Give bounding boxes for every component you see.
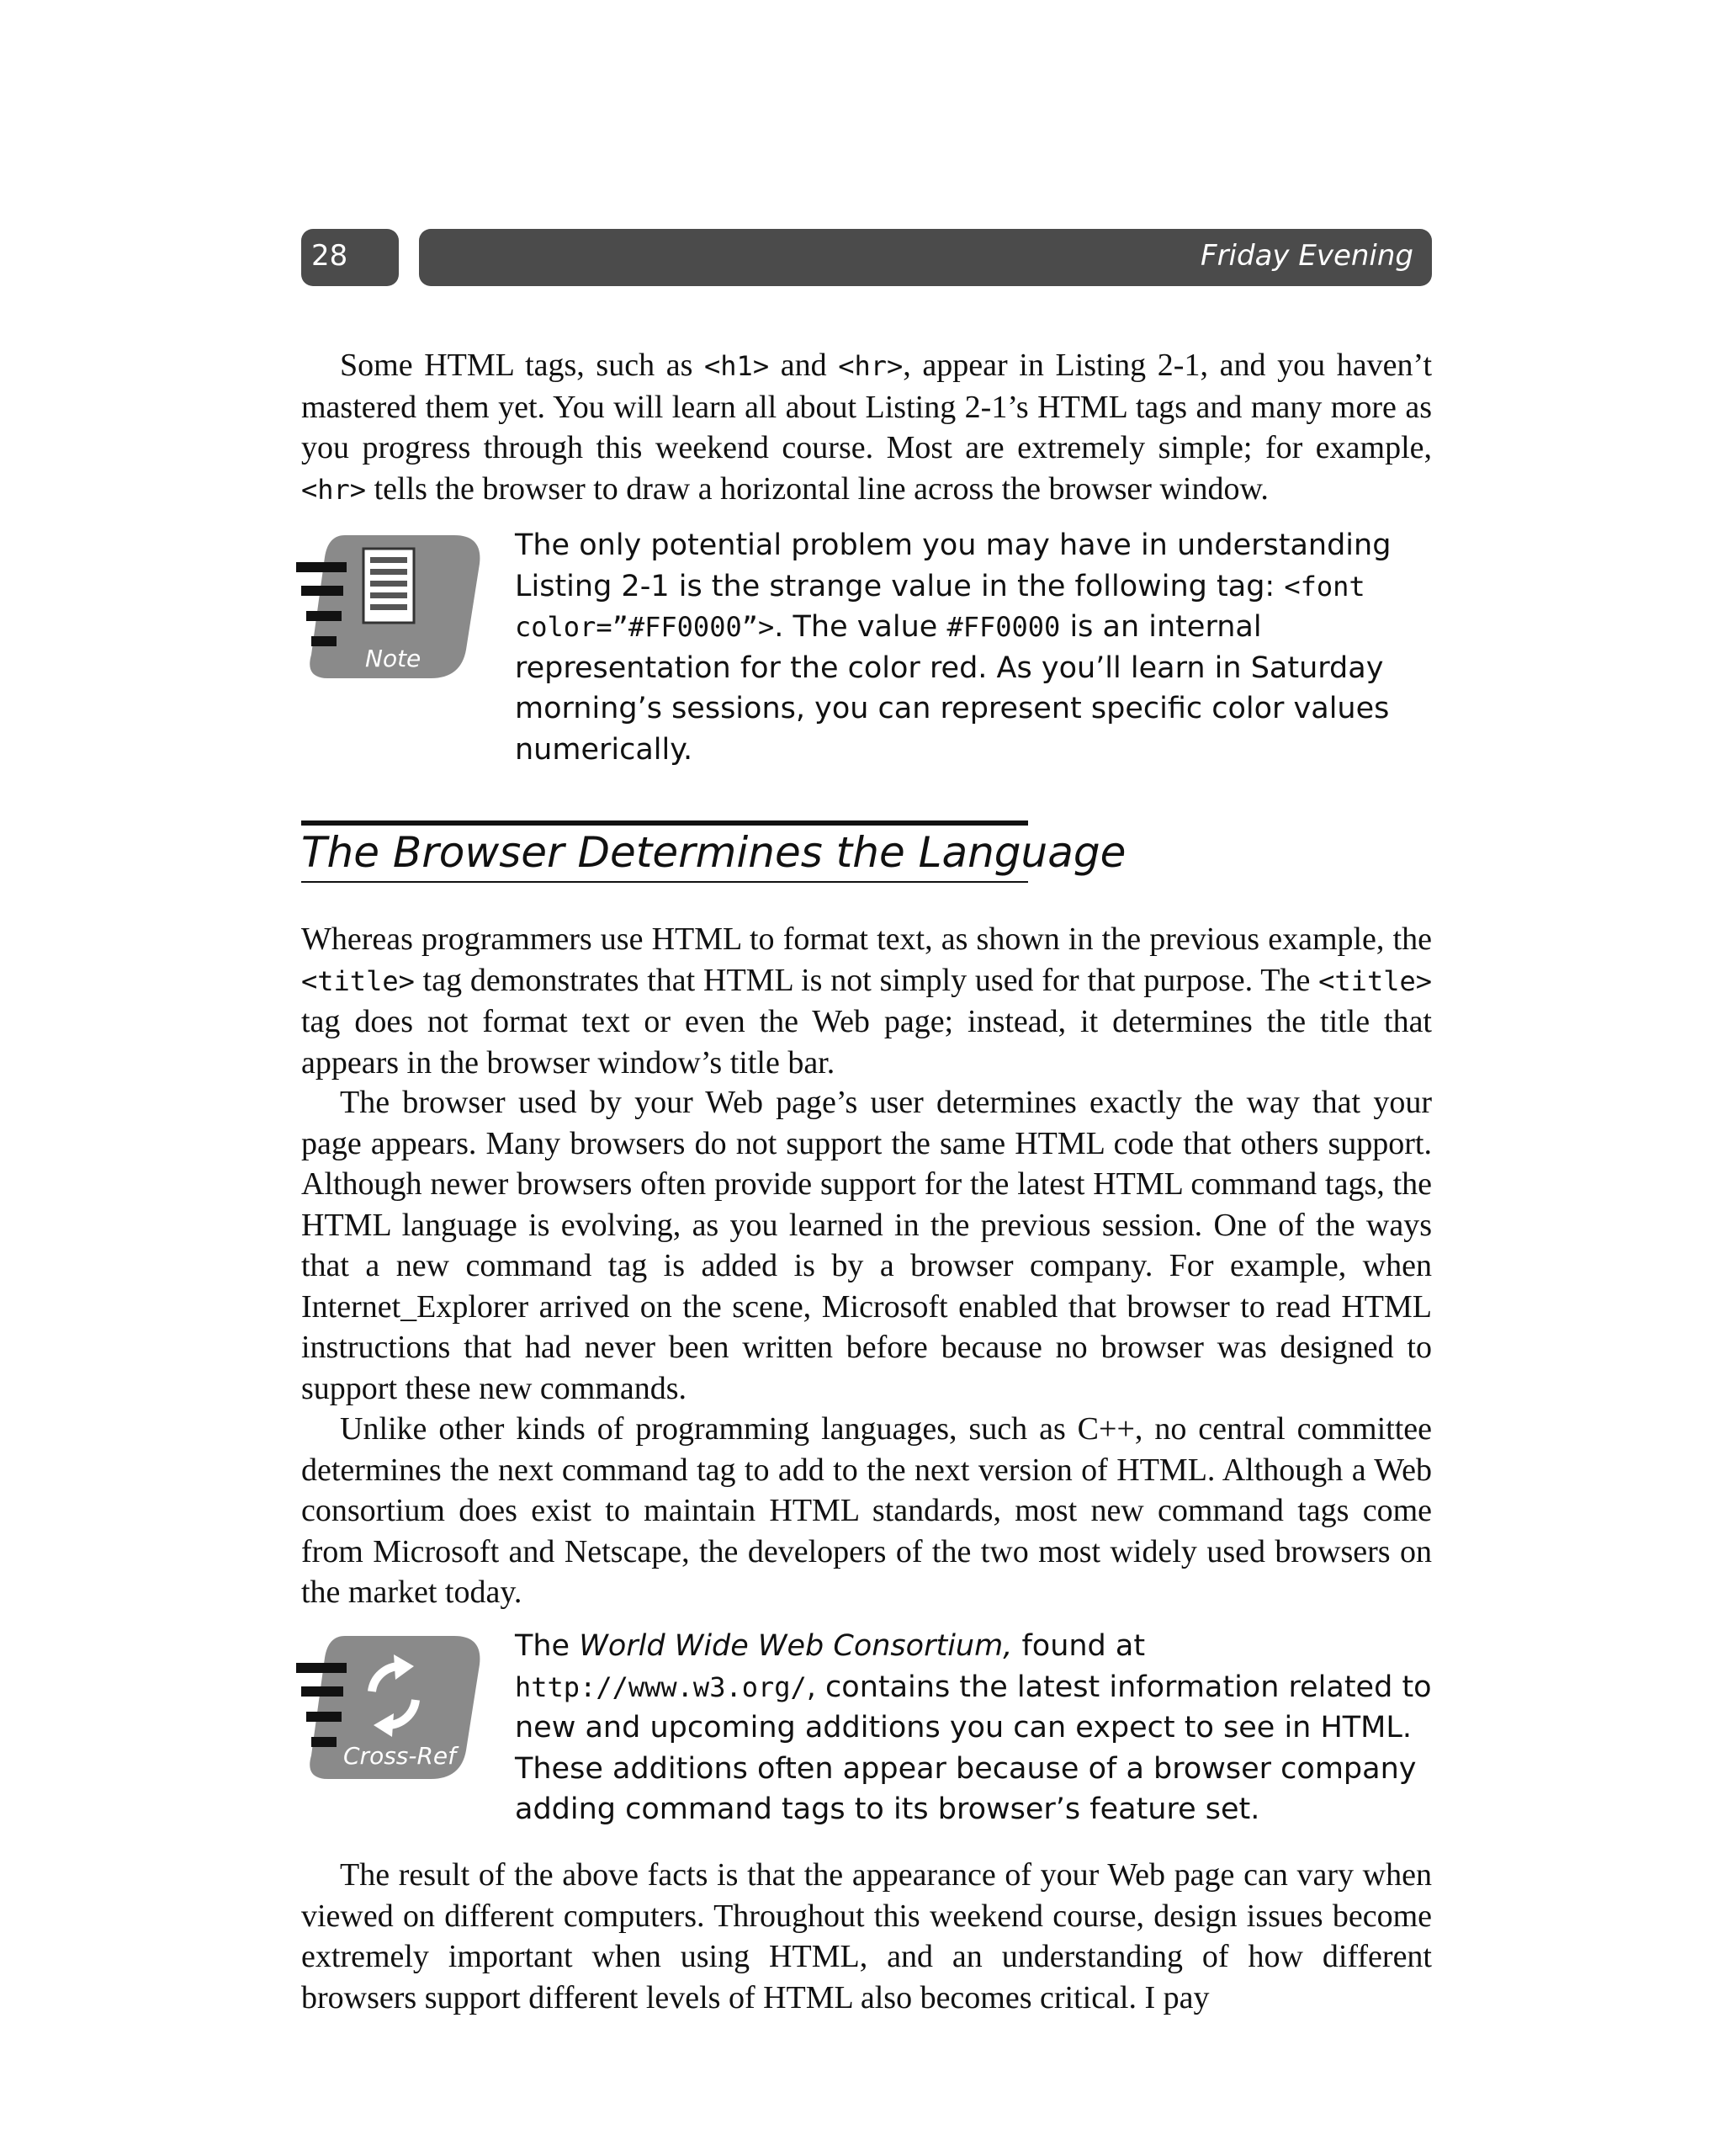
- section-heading: The Browser Determines the Language: [301, 828, 1127, 877]
- code-run: <title>: [1318, 964, 1432, 997]
- body-paragraph-2: [301, 919, 1432, 1083]
- text-run: The: [515, 1629, 580, 1663]
- text-run: , contains the latest information related to new and upcoming additions you can expect to see in HTML. These additions often appear because of a browser company adding command tags to its browser’s feature set.: [515, 1670, 1432, 1826]
- text-run: and: [769, 348, 839, 383]
- code-run: <hr>: [838, 350, 904, 382]
- code-run: <hr>: [301, 473, 367, 506]
- text-run: tag demonstrates that HTML is not simply used for that purpose. The: [414, 962, 1319, 998]
- text-run: , appear in Listing 2-1, and you haven’t mastered them yet. You will learn all about Listing 2-1’s HTML tags and many more as you progress through this weekend course. Most are extremely simple; for example,: [301, 348, 1432, 465]
- text-run: is an internal representation for the color red. As you’ll learn in Saturday morning’s sessions, you can represent specific color values numerically.: [515, 610, 1390, 767]
- text-run: The only potential problem you may have in understanding Listing 2-1 is the strange value in the following tag:: [515, 528, 1392, 603]
- cross-ref-icon-label: Cross-Ref: [343, 1742, 457, 1770]
- text-run: . The value: [774, 610, 947, 644]
- code-run: <title>: [301, 964, 415, 997]
- note-icon-label: Note: [365, 645, 421, 672]
- text-run: tag does not format text or even the Web page; instead, it determines the title that appears in the browser window’s title bar.: [301, 1004, 1432, 1081]
- body-paragraph-1: [301, 345, 1432, 510]
- code-run: <font color=”#FF0000”>: [515, 570, 1365, 643]
- section-rule: [301, 820, 1028, 826]
- emphasis-run: World Wide Web Consortium,: [579, 1629, 1013, 1663]
- body-paragraph-3: The browser used by your Web page’s user determines exactly the way that your page appears. Many browsers do not support the same HTML code that others support. Although newer browsers often provide support for the latest HTML command tags, the HTML language is evolving, as you learned in the previous session. One of the ways that a new command tag is added is by a browser company. For example, when Internet_Explorer arrived on the scene, Microsoft enabled that browser to read HTML instructions that had never been written before because no browser was designed to support these new commands.: [301, 1085, 1432, 1406]
- text-run: Some HTML tags, such as: [340, 348, 705, 383]
- code-run: <h1>: [704, 350, 770, 382]
- note-text: [515, 525, 1440, 770]
- text-run: tells the browser to draw a horizontal line across the browser window.: [366, 470, 1269, 507]
- running-header-label: Friday Evening: [1201, 239, 1413, 273]
- body-paragraph-5: The result of the above facts is that the appearance of your Web page can vary when viewed on different computers. Throughout this weekend course, design issues become extremely important when using HTML, and an understanding of how different browsers support different levels of HTML also becomes critical. I pay: [301, 1857, 1432, 2015]
- url-link[interactable]: http://www.w3.org/: [515, 1670, 807, 1703]
- text-run: found at: [1012, 1629, 1146, 1663]
- page-number: 28: [311, 239, 348, 273]
- running-header-bar: [419, 229, 1432, 286]
- body-paragraph-4: Unlike other kinds of programming languages, such as C++, no central committee determines the next command tag to add to the next version of HTML. Although a Web consortium does exist to maintain HTML standards, most new command tags come from Microsoft and Netscape, the developers of the two most widely used browsers on the market today.: [301, 1411, 1432, 1610]
- text-run: Whereas programmers use HTML to format text, as shown in the previous example, the: [301, 921, 1432, 957]
- code-run: #FF0000: [946, 611, 1061, 643]
- cross-ref-text: [515, 1626, 1440, 1830]
- page-number-tab: [301, 229, 399, 286]
- section-underline: [301, 881, 1028, 883]
